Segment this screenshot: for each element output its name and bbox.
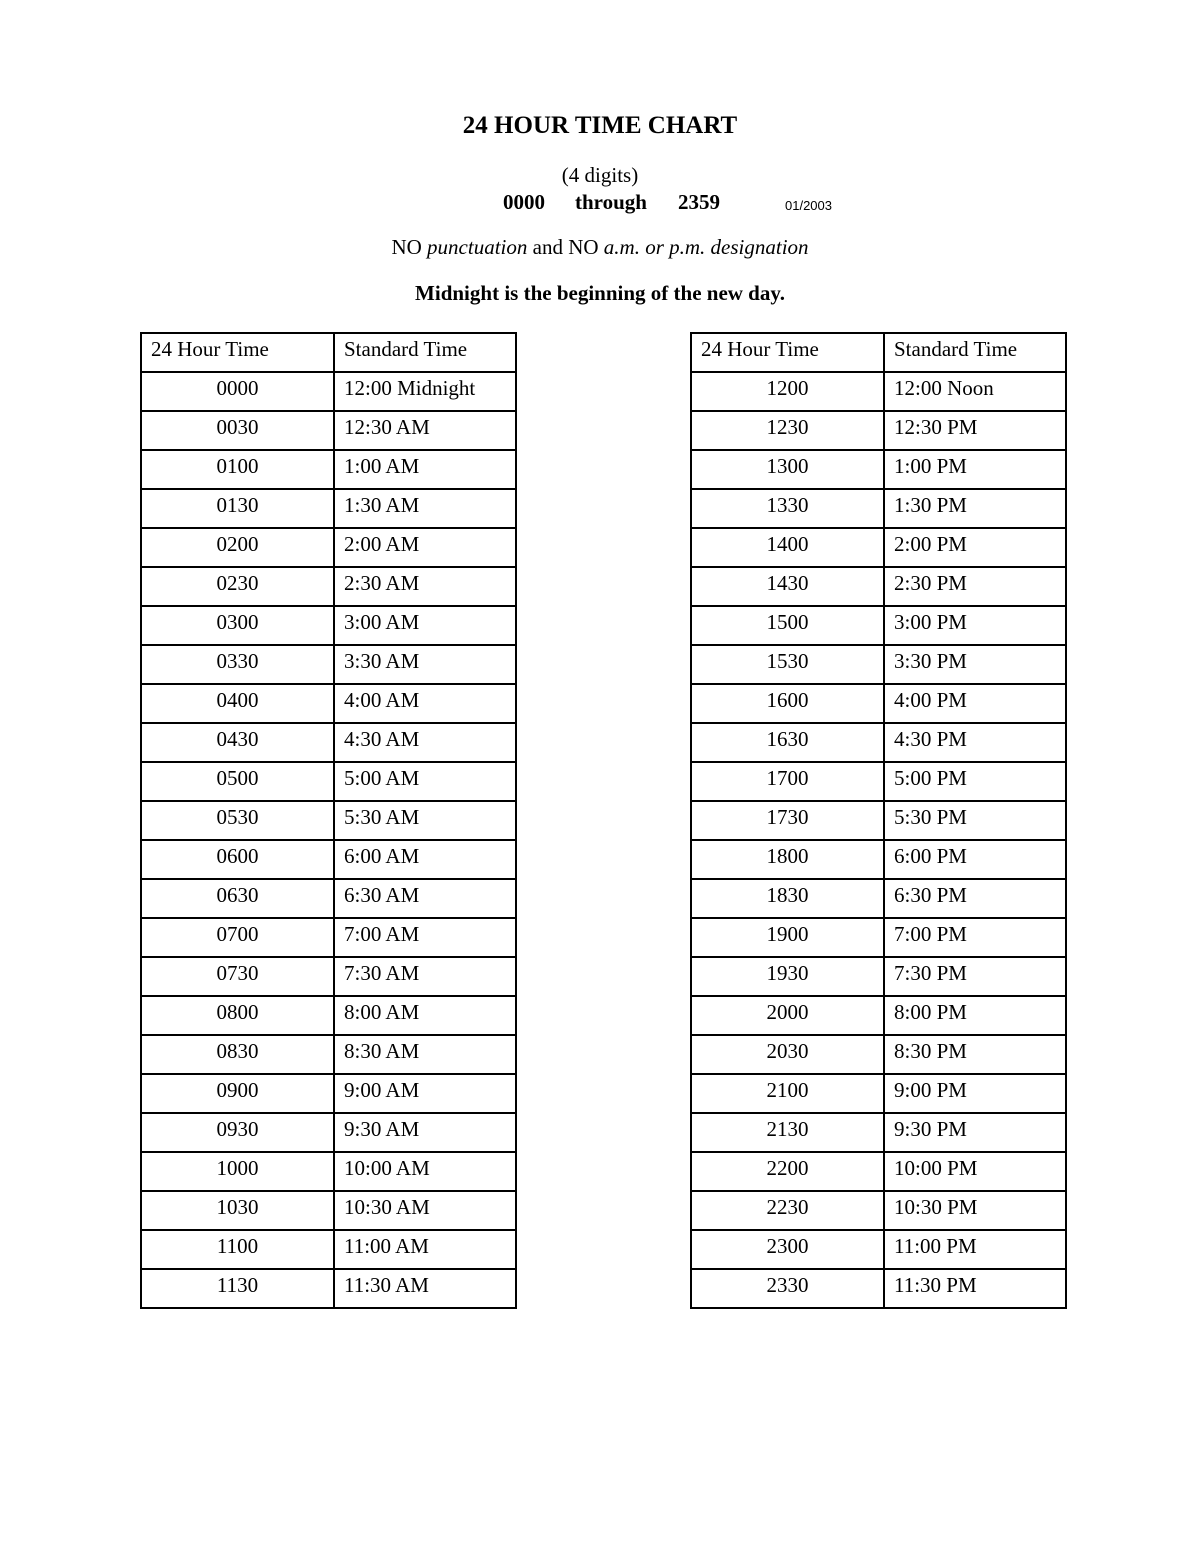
cell-24-hour: 2300 (691, 1230, 884, 1269)
cell-standard: 8:00 PM (884, 996, 1066, 1035)
cell-24-hour: 1930 (691, 957, 884, 996)
cell-24-hour: 1400 (691, 528, 884, 567)
table-row (691, 1074, 1066, 1113)
cell-24-hour: 1330 (691, 489, 884, 528)
table-header-row (691, 333, 1066, 372)
table-row (691, 528, 1066, 567)
revision-date: 01/2003 (785, 198, 832, 213)
table-row (141, 1152, 516, 1191)
midnight-note: Midnight is the beginning of the new day. (415, 281, 785, 305)
cell-24-hour: 0130 (141, 489, 334, 528)
rule-punctuation: punctuation (427, 235, 528, 259)
page-title: 24 HOUR TIME CHART (462, 112, 738, 139)
cell-24-hour: 0430 (141, 723, 334, 762)
cell-standard: 1:00 AM (334, 450, 516, 489)
cell-standard: 10:00 PM (884, 1152, 1066, 1191)
cell-24-hour: 1600 (691, 684, 884, 723)
cell-standard: 12:30 AM (334, 411, 516, 450)
table-row (691, 957, 1066, 996)
digits-note: (4 digits) (561, 163, 639, 187)
table-row (141, 1230, 516, 1269)
cell-24-hour: 0900 (141, 1074, 334, 1113)
cell-24-hour: 2030 (691, 1035, 884, 1074)
table-row (141, 840, 516, 879)
rule-and-no: and NO (532, 235, 599, 259)
cell-24-hour: 0730 (141, 957, 334, 996)
cell-24-hour: 1300 (691, 450, 884, 489)
table-row (691, 879, 1066, 918)
range-start: 0000 (503, 190, 545, 214)
table-row (691, 450, 1066, 489)
cell-standard: 6:30 PM (884, 879, 1066, 918)
cell-standard: 6:00 AM (334, 840, 516, 879)
cell-standard: 2:00 PM (884, 528, 1066, 567)
range-end: 2359 (678, 190, 720, 214)
rule-no-1: NO (391, 235, 422, 259)
cell-standard: 11:30 AM (334, 1269, 516, 1308)
column-header-standard: Standard Time (334, 333, 516, 372)
cell-standard: 9:00 AM (334, 1074, 516, 1113)
cell-24-hour: 0830 (141, 1035, 334, 1074)
table-row (141, 1074, 516, 1113)
cell-standard: 9:30 AM (334, 1113, 516, 1152)
cell-standard: 7:00 AM (334, 918, 516, 957)
cell-standard: 11:00 AM (334, 1230, 516, 1269)
table-row (141, 645, 516, 684)
cell-24-hour: 0200 (141, 528, 334, 567)
table-row (691, 684, 1066, 723)
cell-24-hour: 0600 (141, 840, 334, 879)
table-row (691, 1230, 1066, 1269)
table-row (141, 957, 516, 996)
table-row (141, 918, 516, 957)
table-row (691, 918, 1066, 957)
cell-24-hour: 0800 (141, 996, 334, 1035)
table-row (141, 450, 516, 489)
cell-24-hour: 0000 (141, 372, 334, 411)
table-row (691, 1152, 1066, 1191)
cell-standard: 7:30 PM (884, 957, 1066, 996)
cell-standard: 3:00 PM (884, 606, 1066, 645)
table-row (141, 801, 516, 840)
cell-24-hour: 1200 (691, 372, 884, 411)
cell-24-hour: 1530 (691, 645, 884, 684)
table-row (691, 996, 1066, 1035)
cell-standard: 5:30 AM (334, 801, 516, 840)
table-row (141, 684, 516, 723)
cell-standard: 12:00 Midnight (334, 372, 516, 411)
cell-standard: 2:00 AM (334, 528, 516, 567)
table-row (691, 801, 1066, 840)
column-header-standard: Standard Time (884, 333, 1066, 372)
cell-24-hour: 0630 (141, 879, 334, 918)
table-row (691, 411, 1066, 450)
cell-24-hour: 1030 (141, 1191, 334, 1230)
cell-24-hour: 0400 (141, 684, 334, 723)
cell-24-hour: 0930 (141, 1113, 334, 1152)
table-row (141, 528, 516, 567)
cell-24-hour: 1830 (691, 879, 884, 918)
cell-24-hour: 1900 (691, 918, 884, 957)
cell-standard: 8:00 AM (334, 996, 516, 1035)
am-time-table (140, 332, 517, 1309)
cell-standard: 4:00 AM (334, 684, 516, 723)
cell-24-hour: 1730 (691, 801, 884, 840)
cell-24-hour: 1700 (691, 762, 884, 801)
table-row (141, 411, 516, 450)
cell-standard: 8:30 PM (884, 1035, 1066, 1074)
cell-standard: 9:00 PM (884, 1074, 1066, 1113)
table-row (141, 1269, 516, 1308)
cell-24-hour: 1430 (691, 567, 884, 606)
table-row (691, 372, 1066, 411)
cell-standard: 4:00 PM (884, 684, 1066, 723)
table-row (691, 606, 1066, 645)
table-row (691, 489, 1066, 528)
column-header-24-hour: 24 Hour Time (691, 333, 884, 372)
table-row (691, 1269, 1066, 1308)
cell-standard: 11:00 PM (884, 1230, 1066, 1269)
cell-24-hour: 2000 (691, 996, 884, 1035)
range-word: through (575, 190, 647, 214)
cell-24-hour: 1800 (691, 840, 884, 879)
cell-standard: 7:00 PM (884, 918, 1066, 957)
cell-24-hour: 0030 (141, 411, 334, 450)
table-row (141, 567, 516, 606)
cell-standard: 12:00 Noon (884, 372, 1066, 411)
table-row (141, 1035, 516, 1074)
cell-standard: 6:00 PM (884, 840, 1066, 879)
table-header-row (141, 333, 516, 372)
table-row (691, 840, 1066, 879)
cell-24-hour: 0500 (141, 762, 334, 801)
cell-standard: 10:30 PM (884, 1191, 1066, 1230)
cell-24-hour: 1000 (141, 1152, 334, 1191)
column-header-24-hour: 24 Hour Time (141, 333, 334, 372)
table-row (141, 762, 516, 801)
cell-24-hour: 1630 (691, 723, 884, 762)
cell-24-hour: 0230 (141, 567, 334, 606)
cell-24-hour: 2230 (691, 1191, 884, 1230)
table-row (691, 723, 1066, 762)
cell-standard: 11:30 PM (884, 1269, 1066, 1308)
cell-standard: 3:30 PM (884, 645, 1066, 684)
table-row (691, 1113, 1066, 1152)
cell-standard: 7:30 AM (334, 957, 516, 996)
pm-time-table (690, 332, 1067, 1309)
table-row (691, 567, 1066, 606)
table-row (141, 489, 516, 528)
cell-standard: 3:00 AM (334, 606, 516, 645)
cell-24-hour: 2130 (691, 1113, 884, 1152)
cell-standard: 10:00 AM (334, 1152, 516, 1191)
cell-standard: 3:30 AM (334, 645, 516, 684)
cell-standard: 10:30 AM (334, 1191, 516, 1230)
cell-24-hour: 0700 (141, 918, 334, 957)
cell-24-hour: 0300 (141, 606, 334, 645)
table-row (691, 645, 1066, 684)
cell-standard: 1:30 PM (884, 489, 1066, 528)
table-row (141, 723, 516, 762)
cell-24-hour: 1500 (691, 606, 884, 645)
cell-standard: 2:30 PM (884, 567, 1066, 606)
cell-24-hour: 2330 (691, 1269, 884, 1308)
cell-standard: 1:00 PM (884, 450, 1066, 489)
rule-ampm: a.m. or p.m. designation (603, 235, 809, 259)
table-row (141, 606, 516, 645)
cell-standard: 5:00 AM (334, 762, 516, 801)
cell-standard: 5:00 PM (884, 762, 1066, 801)
table-row (691, 1035, 1066, 1074)
cell-24-hour: 0530 (141, 801, 334, 840)
cell-24-hour: 2100 (691, 1074, 884, 1113)
format-rule (0, 235, 1200, 260)
cell-standard: 6:30 AM (334, 879, 516, 918)
cell-24-hour: 0330 (141, 645, 334, 684)
cell-24-hour: 1230 (691, 411, 884, 450)
table-row (141, 879, 516, 918)
table-row (141, 1191, 516, 1230)
cell-24-hour: 0100 (141, 450, 334, 489)
cell-standard: 4:30 AM (334, 723, 516, 762)
cell-standard: 5:30 PM (884, 801, 1066, 840)
cell-standard: 4:30 PM (884, 723, 1066, 762)
cell-standard: 12:30 PM (884, 411, 1066, 450)
cell-24-hour: 1100 (141, 1230, 334, 1269)
cell-24-hour: 1130 (141, 1269, 334, 1308)
cell-standard: 8:30 AM (334, 1035, 516, 1074)
table-row (141, 372, 516, 411)
cell-standard: 9:30 PM (884, 1113, 1066, 1152)
cell-standard: 2:30 AM (334, 567, 516, 606)
cell-standard: 1:30 AM (334, 489, 516, 528)
table-row (141, 996, 516, 1035)
table-row (691, 762, 1066, 801)
cell-24-hour: 2200 (691, 1152, 884, 1191)
table-row (141, 1113, 516, 1152)
table-row (691, 1191, 1066, 1230)
